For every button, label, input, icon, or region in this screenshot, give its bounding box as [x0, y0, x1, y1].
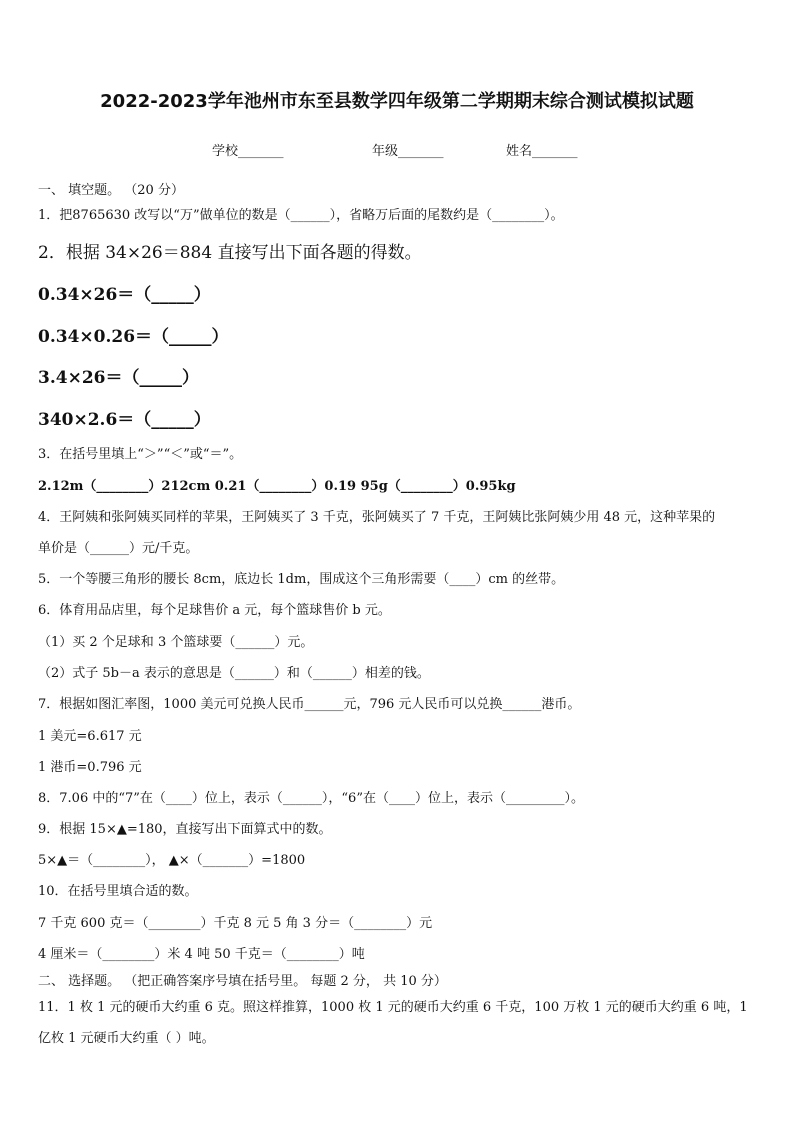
question-6: 6．体育用品店里，每个足球售价 a 元，每个篮球售价 b 元。: [38, 603, 391, 618]
page-title: 2022-2023学年池州市东至县数学四年级第二学期期末综合测试模拟试题: [100, 91, 694, 112]
question-2-item-2: 0.34×0.26＝（_____）: [38, 327, 229, 347]
question-2-item-3: 3.4×26＝（_____）: [38, 368, 199, 388]
question-2-item-1: 0.34×26＝（_____）: [38, 285, 211, 305]
question-11-line-2: 亿枚 1 元硬币大约重（ ）吨。: [38, 1031, 215, 1046]
question-10: 10．在括号里填合适的数。: [38, 884, 198, 899]
question-5: 5．一个等腰三角形的腰长 8cm，底边长 1dm，围成这个三角形需要（____）cm 的丝带。: [38, 572, 565, 587]
question-10-line-1: 7 千克 600 克＝（________）千克 8 元 5 角 3 分＝（________）元: [38, 916, 433, 931]
question-8: 8．7.06 中的“7”在（____）位上，表示（______），“6”在（____）位上，表示（_________）。: [38, 791, 584, 806]
question-7-rate-hkd: 1 港币=0.796 元: [38, 760, 142, 775]
section2-header: 二、 选择题。 （把正确答案序号填在括号里。 每题 2 分， 共 10 分）: [38, 974, 447, 989]
question-3: 3．在括号里填上“＞”“＜”或“＝”。: [38, 447, 243, 462]
name-field: 姓名_______: [506, 144, 578, 159]
question-6-part-2: （2）式子 5b－a 表示的意思是（______）和（______）相差的钱。: [38, 666, 430, 681]
question-4-line-2: 单价是（______）元/千克。: [38, 541, 199, 556]
school-field: 学校_______: [212, 144, 284, 159]
question-9-items: 5×▲＝（________）， ▲×（_______）=1800: [38, 853, 306, 868]
question-2: 2．根据 34×26＝884 直接写出下面各题的得数。: [38, 243, 422, 263]
question-7-rate-usd: 1 美元=6.617 元: [38, 729, 142, 744]
question-2-item-4: 340×2.6＝（_____）: [38, 410, 211, 430]
section1-header: 一、 填空题。 （20 分）: [38, 183, 184, 198]
question-7: 7．根据如图汇率图，1000 美元可兑换人民币______元，796 元人民币可以兑换______港币。: [38, 697, 581, 712]
question-9: 9．根据 15×▲=180，直接写出下面算式中的数。: [38, 822, 332, 837]
question-3-items: 2.12m（________）212cm 0.21（________）0.19 95g（________）0.95kg: [38, 479, 516, 494]
question-11-line-1: 11．1 枚 1 元的硬币大约重 6 克。照这样推算，1000 枚 1 元的硬币大约重 6 千克，100 万枚 1 元的硬币大约重 6 吨，1: [38, 1000, 748, 1015]
question-4-line-1: 4．王阿姨和张阿姨买同样的苹果，王阿姨买了 3 千克，张阿姨买了 7 千克，王阿姨比张阿姨少用 48 元，这种苹果的: [38, 510, 716, 525]
grade-field: 年级_______: [372, 144, 444, 159]
question-1: 1．把8765630 改写以“万”做单位的数是（______），省略万后面的尾数约是（________）。: [38, 208, 564, 223]
question-10-line-2: 4 厘米＝（________）米 4 吨 50 千克＝（________）吨: [38, 947, 365, 962]
question-6-part-1: （1）买 2 个足球和 3 个篮球要（______）元。: [38, 635, 314, 650]
